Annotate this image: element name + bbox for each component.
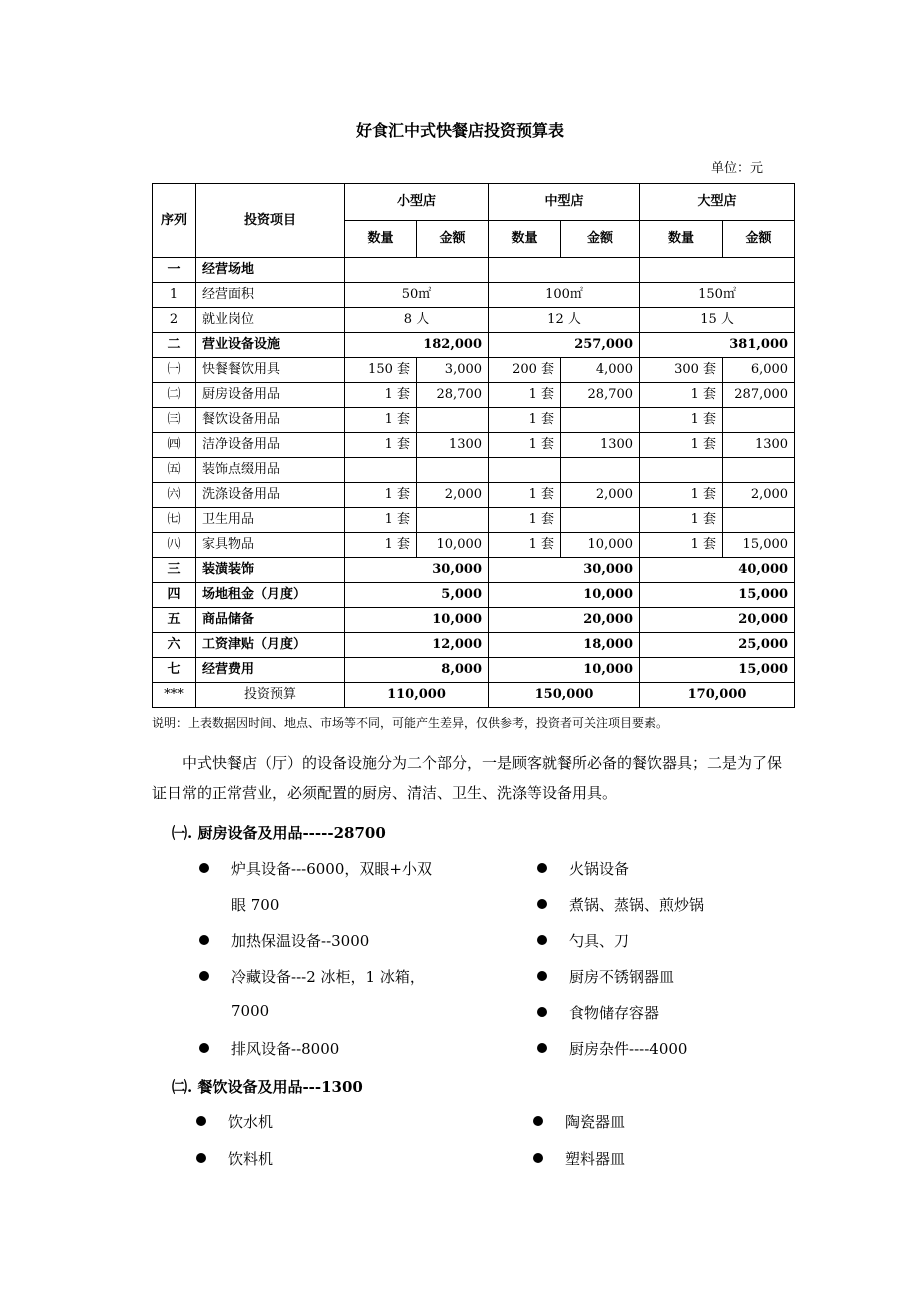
table-cell: 15 人 [640, 308, 795, 333]
table-cell: 卫生用品 [196, 508, 345, 533]
table-cell: 100㎡ [489, 283, 640, 308]
bullet-icon [199, 971, 209, 981]
table-cell: 8 人 [345, 308, 489, 333]
table-cell: 1 套 [489, 408, 561, 433]
table-cell: 二 [153, 333, 196, 358]
table-row [153, 533, 795, 558]
bullet-icon [196, 1153, 206, 1163]
table-cell: 1 套 [345, 508, 417, 533]
table-cell: 1 [153, 283, 196, 308]
header-qty: 数量 [345, 221, 417, 258]
bullet-icon [199, 935, 209, 945]
table-cell: 1 套 [640, 508, 723, 533]
table-row [153, 658, 795, 683]
table-cell: 50㎡ [345, 283, 489, 308]
bullet-icon [533, 1153, 543, 1163]
bullet-icon [199, 863, 209, 873]
bullet-icon [537, 1007, 547, 1017]
table-cell: 1300 [417, 433, 489, 458]
bullet-icon [537, 935, 547, 945]
table-cell [723, 458, 795, 483]
table-cell: 200 套 [489, 358, 561, 383]
table-cell: 1 套 [640, 533, 723, 558]
table-cell: 2,000 [723, 483, 795, 508]
list-item: 7000 [231, 1002, 270, 1020]
table-cell: 1 套 [489, 508, 561, 533]
table-cell: *** [153, 683, 196, 708]
table-row [153, 558, 795, 583]
table-cell: 6,000 [723, 358, 795, 383]
table-cell: 1300 [561, 433, 640, 458]
table-cell: 1 套 [345, 483, 417, 508]
table-cell: 商品储备 [196, 608, 345, 633]
table-cell: 洗涤设备用品 [196, 483, 345, 508]
bullet-icon [537, 899, 547, 909]
table-cell [561, 508, 640, 533]
table-cell: 4,000 [561, 358, 640, 383]
table-row [153, 633, 795, 658]
table-row [153, 358, 795, 383]
table-cell: 厨房设备用品 [196, 383, 345, 408]
list-item: 陶瓷器皿 [565, 1113, 626, 1131]
table-cell: 装饰点缀用品 [196, 458, 345, 483]
table-cell: 10,000 [417, 533, 489, 558]
table-cell: 经营面积 [196, 283, 345, 308]
table-cell: 28,700 [561, 383, 640, 408]
table-cell: 10,000 [561, 533, 640, 558]
table-cell: 家具物品 [196, 533, 345, 558]
table-cell: 四 [153, 583, 196, 608]
table-cell: 25,000 [640, 633, 795, 658]
table-cell: 五 [153, 608, 196, 633]
table-cell [723, 508, 795, 533]
table-cell: 30,000 [345, 558, 489, 583]
table-cell: 2,000 [561, 483, 640, 508]
bullet-icon [533, 1116, 543, 1126]
list-item: 饮水机 [228, 1113, 274, 1131]
list-item: 厨房杂件----4000 [569, 1040, 688, 1058]
list-item: 炉具设备---6000，双眼+小双 [231, 860, 432, 878]
table-cell: 40,000 [640, 558, 795, 583]
table-cell: 20,000 [640, 608, 795, 633]
header-medium: 中型店 [489, 184, 640, 221]
table-cell: 150㎡ [640, 283, 795, 308]
bullet-icon [199, 1043, 209, 1053]
table-cell: 1 套 [345, 533, 417, 558]
table-row [153, 433, 795, 458]
list-item: 排风设备--8000 [231, 1040, 340, 1058]
table-cell: 20,000 [489, 608, 640, 633]
table-cell: 1 套 [489, 483, 561, 508]
table-cell: 3,000 [417, 358, 489, 383]
table-cell [489, 458, 561, 483]
list-item: 煮锅、蒸锅、煎炒锅 [569, 896, 705, 914]
table-cell: ㈡ [153, 383, 196, 408]
header-item: 投资项目 [196, 184, 345, 258]
table-cell: 8,000 [345, 658, 489, 683]
section-kitchen-title: ㈠. 厨房设备及用品-----28700 [172, 824, 386, 842]
table-cell: 12 人 [489, 308, 640, 333]
table-row [153, 583, 795, 608]
table-cell: 300 套 [640, 358, 723, 383]
table-cell: 10,000 [489, 658, 640, 683]
table-row [153, 458, 795, 483]
table-cell: 经营场地 [196, 258, 345, 283]
table-cell: ㈢ [153, 408, 196, 433]
table-cell: 5,000 [345, 583, 489, 608]
table-cell: 洁净设备用品 [196, 433, 345, 458]
table-cell: ㈦ [153, 508, 196, 533]
table-cell: 2 [153, 308, 196, 333]
table-cell: 工资津贴（月度） [196, 633, 345, 658]
table-cell: 1 套 [345, 433, 417, 458]
table-cell: 1 套 [345, 383, 417, 408]
table-cell: 170,000 [640, 683, 795, 708]
table-row [153, 308, 795, 333]
table-cell: 1 套 [489, 383, 561, 408]
header-small: 小型店 [345, 184, 489, 221]
table-cell [561, 458, 640, 483]
table-cell [723, 408, 795, 433]
list-item: 厨房不锈钢器皿 [569, 968, 675, 986]
table-cell [345, 258, 489, 283]
table-cell: 12,000 [345, 633, 489, 658]
section-dining-title: ㈡. 餐饮设备及用品---1300 [172, 1078, 363, 1096]
table-cell [640, 258, 795, 283]
list-item: 火锅设备 [569, 860, 630, 878]
bullet-icon [537, 863, 547, 873]
list-item: 勺具、刀 [569, 932, 630, 950]
page-title: 好食汇中式快餐店投资预算表 [355, 121, 564, 140]
table-cell: 场地租金（月度） [196, 583, 345, 608]
table-cell: 15,000 [640, 658, 795, 683]
table-cell: 投资预算 [196, 683, 345, 708]
table-cell [561, 408, 640, 433]
header-seq [153, 184, 196, 258]
table-cell: 1300 [723, 433, 795, 458]
table-cell: 1 套 [489, 533, 561, 558]
table-cell: 七 [153, 658, 196, 683]
table-cell: 10,000 [489, 583, 640, 608]
unit-label: 单位：元 [711, 161, 764, 176]
table-cell [489, 258, 640, 283]
table-cell: 营业设备设施 [196, 333, 345, 358]
header-amt: 金额 [561, 221, 640, 258]
table-row [153, 408, 795, 433]
table-row [153, 483, 795, 508]
table-cell: 就业岗位 [196, 308, 345, 333]
table-cell [345, 458, 417, 483]
table-row [153, 383, 795, 408]
table-cell: ㈧ [153, 533, 196, 558]
table-note: 说明：上表数据因时间、地点、市场等不同，可能产生差异，仅供参考，投资者可关注项目要素。 [152, 716, 669, 730]
table-cell: 30,000 [489, 558, 640, 583]
table-cell: 257,000 [489, 333, 640, 358]
table-cell: 1 套 [640, 433, 723, 458]
table-cell: 150 套 [345, 358, 417, 383]
table-cell: 1 套 [640, 408, 723, 433]
table-cell [640, 458, 723, 483]
table-cell: 10,000 [345, 608, 489, 633]
table-cell: 经营费用 [196, 658, 345, 683]
table-cell: 182,000 [345, 333, 489, 358]
table-cell: 28,700 [417, 383, 489, 408]
table-cell: 110,000 [345, 683, 489, 708]
table-cell: 1 套 [489, 433, 561, 458]
table-cell: 18,000 [489, 633, 640, 658]
table-cell: 三 [153, 558, 196, 583]
table-row [153, 508, 795, 533]
list-item: 眼 700 [231, 896, 280, 914]
table-cell: 150,000 [489, 683, 640, 708]
table-cell: 装潢装饰 [196, 558, 345, 583]
table-cell: 1 套 [345, 408, 417, 433]
table-cell: 381,000 [640, 333, 795, 358]
table-row [153, 283, 795, 308]
table-cell: 1 套 [640, 383, 723, 408]
table-cell [417, 508, 489, 533]
table-cell: 快餐餐饮用具 [196, 358, 345, 383]
bullet-icon [196, 1116, 206, 1126]
table-cell: ㈤ [153, 458, 196, 483]
table-cell: 15,000 [723, 533, 795, 558]
table-cell: 1 套 [640, 483, 723, 508]
bullet-icon [537, 971, 547, 981]
header-qty: 数量 [640, 221, 723, 258]
table-row [153, 608, 795, 633]
budget-table [152, 183, 795, 708]
table-cell: 287,000 [723, 383, 795, 408]
list-item: 塑料器皿 [565, 1150, 626, 1168]
table-row [153, 683, 795, 708]
table-cell: 15,000 [640, 583, 795, 608]
header-amt: 金额 [417, 221, 489, 258]
table-cell [417, 408, 489, 433]
table-row [153, 258, 795, 283]
table-cell: 一 [153, 258, 196, 283]
table-cell: ㈥ [153, 483, 196, 508]
table-cell: 六 [153, 633, 196, 658]
table-cell [417, 458, 489, 483]
table-cell: ㈣ [153, 433, 196, 458]
list-item: 冷藏设备---2 冰柜，1 冰箱， [231, 968, 425, 986]
bullet-icon [537, 1043, 547, 1053]
table-cell: ㈠ [153, 358, 196, 383]
header-amt: 金额 [723, 221, 795, 258]
list-item: 加热保温设备--3000 [231, 932, 370, 950]
header-qty: 数量 [489, 221, 561, 258]
header-large: 大型店 [640, 184, 795, 221]
table-cell: 餐饮设备用品 [196, 408, 345, 433]
list-item: 饮料机 [228, 1150, 274, 1168]
table-row [153, 333, 795, 358]
header-seq-text: 序列 [160, 212, 187, 228]
table-cell: 2,000 [417, 483, 489, 508]
list-item: 食物储存容器 [569, 1004, 660, 1022]
intro-paragraph: 中式快餐店（厅）的设备设施分为二个部分，一是顾客就餐所必备的餐饮器具；二是为了保证日常的正常营业，必须配置的厨房、清洁、卫生、洗涤等设备用具。 [152, 754, 783, 802]
header-row [153, 184, 795, 221]
